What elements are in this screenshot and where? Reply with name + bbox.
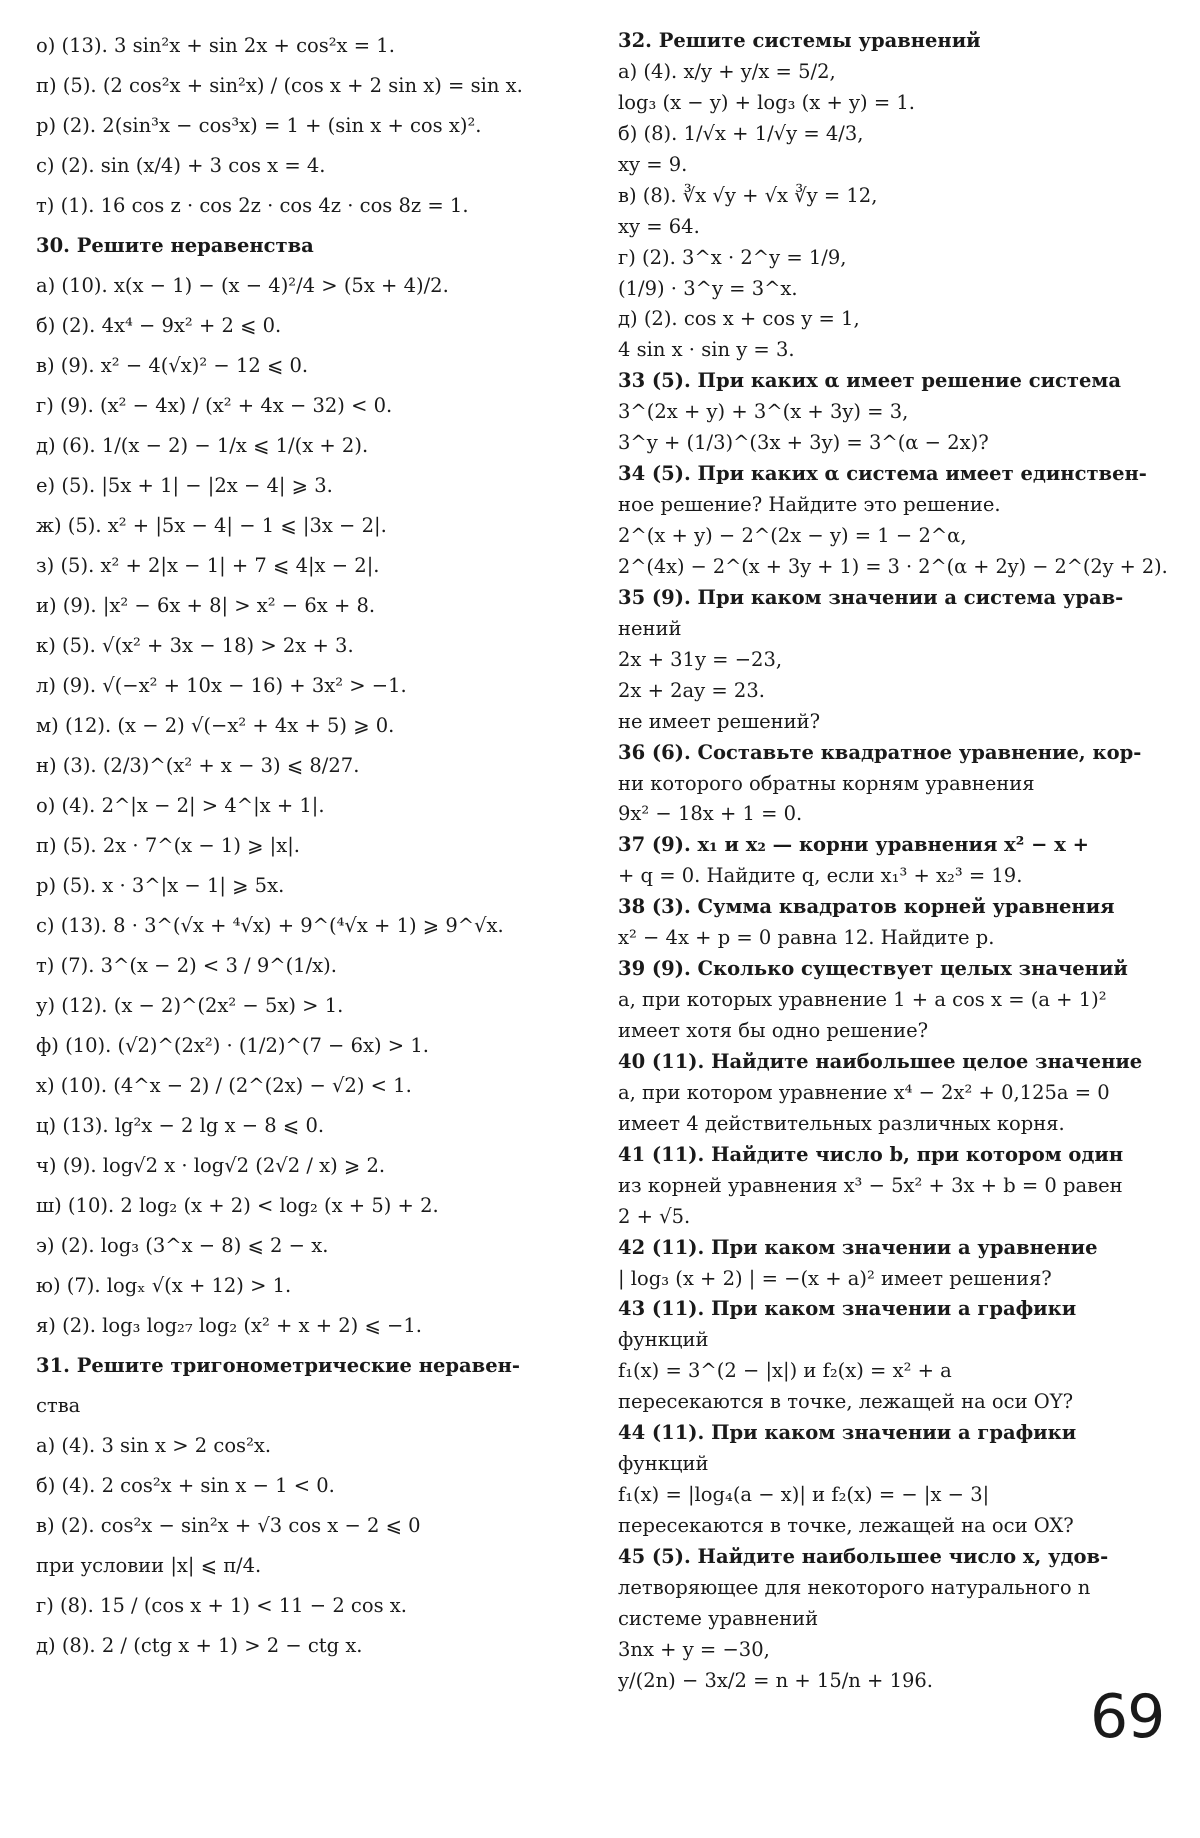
text-line: имеет 4 действительных различных корня. <box>618 1111 1065 1135</box>
text-line: ф) (10). (√2)^(2x²) · (1/2)^(7 − 6x) > 1. <box>36 1034 429 1057</box>
text-line: y/(2n) − 3x/2 = n + 15/n + 196. <box>618 1668 934 1692</box>
text-line: о) (13). 3 sin²x + sin 2x + cos²x = 1. <box>36 34 395 57</box>
text-line: пересекаются в точке, лежащей на оси OX? <box>618 1514 1074 1537</box>
text-line: + q = 0. Найдите q, если x₁³ + x₂³ = 19. <box>618 864 1023 888</box>
text-line: ж) (5). x² + |5x − 4| − 1 ⩽ |3x − 2|. <box>36 514 387 537</box>
text-line: 32. Решите системы уравнений <box>618 29 981 52</box>
text-line: ш) (10). 2 log₂ (x + 2) < log₂ (x + 5) + 2. <box>36 1194 439 1217</box>
text-line: 38 (3). Сумма квадратов корней уравнения <box>618 895 1115 919</box>
text-line: x² − 4x + p = 0 равна 12. Найдите p. <box>618 926 995 950</box>
text-line: б) (2). 4x⁴ − 9x² + 2 ⩽ 0. <box>36 314 282 337</box>
text-line: л) (9). √(−x² + 10x − 16) + 3x² > −1. <box>36 674 407 697</box>
text-line: из корней уравнения x³ − 5x² + 3x + b = 0 равен <box>618 1173 1123 1197</box>
text-line: э) (2). log₃ (3^x − 8) ⩽ 2 − x. <box>36 1234 329 1257</box>
text-line: н) (3). (2/3)^(x² + x − 3) ⩽ 8/27. <box>36 754 360 777</box>
text-line: 45 (5). Найдите наибольшее число x, удов- <box>618 1544 1109 1568</box>
text-line: 44 (11). При каком значении a графики <box>618 1421 1077 1445</box>
text-line: х) (10). (4^x − 2) / (2^(2x) − √2) < 1. <box>36 1074 412 1097</box>
text-line: д) (2). cos x + cos y = 1, <box>618 307 860 331</box>
text-line: д) (8). 2 / (ctg x + 1) > 2 − ctg x. <box>36 1634 363 1657</box>
text-line: xy = 64. <box>618 214 700 238</box>
text-line: р) (5). x · 3^|x − 1| ⩾ 5x. <box>36 874 285 897</box>
text-line: летворяющее для некоторого натурального n <box>618 1575 1091 1599</box>
text-line: 37 (9). x₁ и x₂ — корни уравнения x² − x + <box>618 833 1089 857</box>
text-line: 40 (11). Найдите наибольшее целое значение <box>618 1049 1143 1073</box>
text-line: с) (2). sin (x/4) + 3 cos x = 4. <box>36 154 326 177</box>
text-line: ю) (7). logₓ √(x + 12) > 1. <box>36 1274 292 1297</box>
text-line: ни которого обратны корням уравнения <box>618 771 1035 795</box>
text-line: при условии |x| ⩽ π/4. <box>36 1554 262 1577</box>
text-line: не имеет решений? <box>618 709 821 733</box>
text-line: нений <box>618 616 682 640</box>
text-line: 3nx + y = −30, <box>618 1637 770 1661</box>
text-line: 42 (11). При каком значении a уравнение <box>618 1235 1098 1259</box>
text-line: (1/9) · 3^y = 3^x. <box>618 276 798 300</box>
text-line: a, при котором уравнение x⁴ − 2x² + 0,125a = 0 <box>618 1080 1110 1104</box>
text-line: т) (1). 16 cos z · cos 2z · cos 4z · cos 8z = 1. <box>36 194 469 217</box>
text-line: р) (2). 2(sin³x − cos³x) = 1 + (sin x + cos x)². <box>36 114 482 137</box>
text-line: а) (10). x(x − 1) − (x − 4)²/4 > (5x + 4)/2. <box>36 274 449 297</box>
text-line: у) (12). (x − 2)^(2x² − 5x) > 1. <box>36 994 344 1017</box>
text-line: я) (2). log₃ log₂₇ log₂ (x² + x + 2) ⩽ −1. <box>36 1314 422 1337</box>
text-line: ства <box>36 1394 81 1417</box>
text-line: f₁(x) = |log₄(a − x)| и f₂(x) = − |x − 3| <box>618 1483 990 1507</box>
text-line: системе уравнений <box>618 1606 819 1630</box>
text-line: 33 (5). При каких α имеет решение система <box>618 369 1121 393</box>
text-line: п) (5). (2 cos²x + sin²x) / (cos x + 2 sin x) = sin x. <box>36 74 523 97</box>
text-line: 34 (5). При каких α система имеет единствен- <box>618 462 1147 486</box>
text-line: т) (7). 3^(x − 2) < 3 / 9^(1/x). <box>36 954 337 977</box>
text-line: о) (4). 2^|x − 2| > 4^|x + 1|. <box>36 794 325 817</box>
text-line: функций <box>618 1328 709 1352</box>
text-line: м) (12). (x − 2) √(−x² + 4x + 5) ⩾ 0. <box>36 714 395 737</box>
text-line: б) (8). 1/√x + 1/√y = 4/3, <box>618 121 864 145</box>
text-line: 2^(4x) − 2^(x + 3y + 1) = 3 · 2^(α + 2y) − 2^(2y + 2). <box>618 554 1168 578</box>
text-line: функций <box>618 1452 709 1476</box>
text-line: п) (5). 2x · 7^(x − 1) ⩾ |x|. <box>36 834 300 857</box>
text-line: д) (6). 1/(x − 2) − 1/x ⩽ 1/(x + 2). <box>36 434 369 457</box>
text-line: 4 sin x · sin y = 3. <box>618 338 795 362</box>
text-line: f₁(x) = 3^(2 − |x|) и f₂(x) = x² + a <box>618 1359 952 1383</box>
text-line: в) (8). ∛x √y + √x ∛y = 12, <box>618 183 878 207</box>
right-column <box>618 26 1168 1697</box>
text-line: в) (9). x² − 4(√x)² − 12 ⩽ 0. <box>36 354 309 377</box>
page-number: 69 <box>1090 1682 1165 1752</box>
text-line: xy = 9. <box>618 152 688 176</box>
text-line: г) (8). 15 / (cos x + 1) < 11 − 2 cos x. <box>36 1594 407 1617</box>
text-line: г) (2). 3^x · 2^y = 1/9, <box>618 245 847 269</box>
text-line: ц) (13). lg²x − 2 lg x − 8 ⩽ 0. <box>36 1114 325 1137</box>
text-line: пересекаются в точке, лежащей на оси OY? <box>618 1390 1074 1414</box>
text-line: 2^(x + y) − 2^(2x − y) = 1 − 2^α, <box>618 524 967 547</box>
text-line: ное решение? Найдите это решение. <box>618 493 1001 517</box>
text-line: 9x² − 18x + 1 = 0. <box>618 802 803 826</box>
text-line: 43 (11). При каком значении a графики <box>618 1297 1077 1321</box>
text-line: а) (4). x/y + y/x = 5/2, <box>618 59 836 83</box>
text-line: с) (13). 8 · 3^(√x + ⁴√x) + 9^(⁴√x + 1) ⩾ 9^√x. <box>36 914 504 937</box>
text-line: 41 (11). Найдите число b, при котором один <box>618 1142 1124 1166</box>
text-line: г) (9). (x² − 4x) / (x² + 4x − 32) < 0. <box>36 394 393 417</box>
text-line: 31. Решите тригонометрические неравен- <box>36 1354 520 1377</box>
text-line: е) (5). |5x + 1| − |2x − 4| ⩾ 3. <box>36 474 333 497</box>
text-line: a, при которых уравнение 1 + a cos x = (a + 1)² <box>618 988 1107 1012</box>
text-line: 2 + √5. <box>618 1204 691 1228</box>
text-line: 35 (9). При каком значении a система урав- <box>618 585 1124 609</box>
text-line: и) (9). |x² − 6x + 8| > x² − 6x + 8. <box>36 594 376 617</box>
text-line: а) (4). 3 sin x > 2 cos²x. <box>36 1434 272 1457</box>
text-line: ч) (9). log√2 x · log√2 (2√2 / x) ⩾ 2. <box>36 1154 386 1177</box>
text-line: в) (2). cos²x − sin²x + √3 cos x − 2 ⩽ 0 <box>36 1514 421 1537</box>
text-line: 3^y + (1/3)^(3x + 3y) = 3^(α − 2x)? <box>618 431 989 455</box>
text-line: log₃ (x − y) + log₃ (x + y) = 1. <box>618 90 915 114</box>
text-line: 30. Решите неравенства <box>36 234 314 257</box>
text-line: имеет хотя бы одно решение? <box>618 1019 929 1042</box>
text-line: 2x + 2ay = 23. <box>618 678 765 702</box>
text-line: 3^(2x + y) + 3^(x + 3y) = 3, <box>618 400 909 424</box>
text-line: 2x + 31y = −23, <box>618 647 783 671</box>
text-line: 36 (6). Составьте квадратное уравнение, кор- <box>618 740 1142 764</box>
text-line: | log₃ (x + 2) | = −(x + a)² имеет решения? <box>618 1266 1052 1290</box>
text-line: к) (5). √(x² + 3x − 18) > 2x + 3. <box>36 634 354 657</box>
left-column <box>36 26 584 1666</box>
text-line: 39 (9). Сколько существует целых значений <box>618 957 1128 981</box>
text-line: б) (4). 2 cos²x + sin x − 1 < 0. <box>36 1474 335 1497</box>
text-line: з) (5). x² + 2|x − 1| + 7 ⩽ 4|x − 2|. <box>36 554 380 577</box>
